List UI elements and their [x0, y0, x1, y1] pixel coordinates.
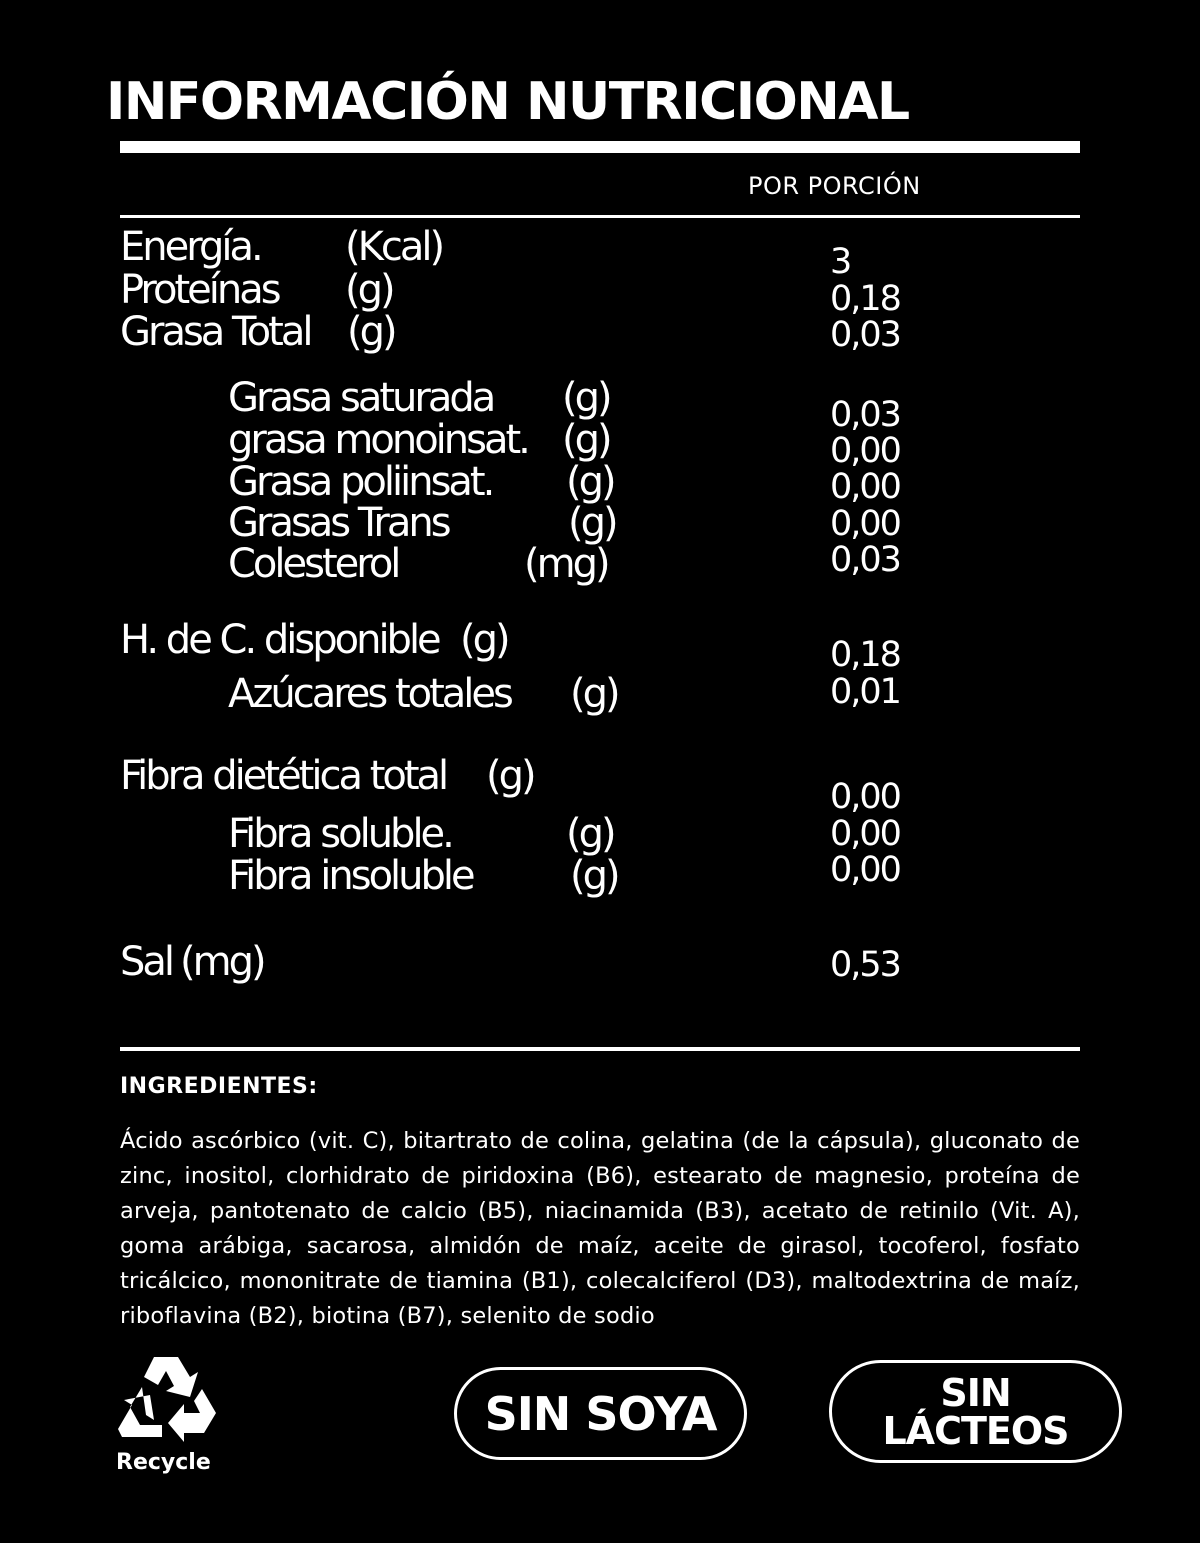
- ingredients-divider: [120, 1047, 1080, 1051]
- nutrient-name-grasa-total: Grasa Total: [120, 309, 311, 355]
- sin-lacteos-badge: [829, 1360, 1122, 1463]
- nutrient-value-energia: 3: [830, 242, 851, 282]
- recycle-icon: [116, 1353, 220, 1445]
- nutrient-unit-fibra-total: (g): [486, 753, 534, 799]
- nutrient-name-grasas-trans: Grasas Trans: [228, 500, 449, 546]
- per-serving-header: POR PORCIÓN: [748, 172, 921, 200]
- nutrient-value-grasas-trans: 0,00: [830, 504, 900, 544]
- nutrient-value-fibra-total: 0,00: [830, 777, 900, 817]
- ingredients-text: Ácido ascórbico (vit. C), bitartrato de colina, gelatina (de la cápsula), gluconato de zinc, inositol, clorhidrato de piridoxina (B6), estearato de magnesio, proteína de arveja, pantotenato de calcio (B5), niacinamida (B3), acetato de retinilo (Vit. A), goma arábiga, sacarosa, almidón de maíz, aceite de girasol, tocoferol, fosfato tricálcico, mononitrate de tiamina (B1), colecalciferol (D3), maltodextrina de maíz, riboflavina (B2), biotina (B7), selenito de sodio: [120, 1128, 1080, 1329]
- nutrient-value-hdc: 0,18: [830, 635, 900, 675]
- nutrient-unit-grasa-mono: (g): [562, 417, 610, 463]
- sin-soya-badge: [454, 1367, 747, 1460]
- nutrient-name-azucares: Azúcares totales: [228, 671, 511, 717]
- nutrient-name-grasa-saturada: Grasa saturada: [228, 375, 494, 421]
- nutrient-value-fibra-soluble: 0,00: [830, 814, 900, 854]
- title-divider: [120, 141, 1080, 153]
- nutrient-unit-proteinas: (g): [345, 267, 393, 313]
- nutrient-value-sal: 0,53: [830, 945, 900, 985]
- sin-lacteos-line2: LÁCTEOS: [882, 1408, 1069, 1453]
- nutrient-unit-colesterol: (mg): [524, 541, 608, 587]
- nutrient-value-azucares: 0,01: [830, 672, 900, 712]
- nutrient-name-energia: Energía.: [120, 224, 261, 270]
- nutrient-unit-sal: (mg): [180, 939, 264, 985]
- nutrient-value-grasa-saturada: 0,03: [830, 395, 900, 435]
- nutrient-value-grasa-mono: 0,00: [830, 431, 900, 471]
- sin-lacteos-line1: SIN: [940, 1370, 1011, 1415]
- recycle-label: Recycle: [116, 1450, 211, 1475]
- nutrient-value-grasa-total: 0,03: [830, 315, 900, 355]
- nutrient-name-fibra-soluble: Fibra soluble.: [228, 811, 452, 857]
- nutrient-unit-energia: (Kcal): [345, 224, 443, 270]
- nutrient-unit-hdc: (g): [460, 617, 508, 663]
- nutrient-name-proteinas: Proteínas: [120, 267, 279, 313]
- nutrient-value-fibra-insoluble: 0,00: [830, 850, 900, 890]
- nutrient-name-colesterol: Colesterol: [228, 541, 399, 587]
- nutrient-name-grasa-mono: grasa monoinsat.: [228, 417, 528, 463]
- ingredients-heading: INGREDIENTES:: [120, 1074, 318, 1099]
- nutrient-unit-grasa-poli: (g): [566, 459, 614, 505]
- sin-soya-label: SIN SOYA: [484, 1386, 717, 1441]
- nutrient-unit-grasa-saturada: (g): [562, 375, 610, 421]
- nutrient-value-colesterol: 0,03: [830, 540, 900, 580]
- nutrient-unit-fibra-insoluble: (g): [570, 853, 618, 899]
- nutrient-unit-grasas-trans: (g): [568, 500, 616, 546]
- nutrient-name-hdc: H. de C. disponible: [120, 617, 439, 663]
- nutrient-name-fibra-insoluble: Fibra insoluble: [228, 853, 473, 899]
- page-title: INFORMACIÓN NUTRICIONAL: [106, 72, 909, 132]
- nutrient-name-grasa-poli: Grasa poliinsat.: [228, 459, 493, 505]
- header-divider: [120, 215, 1080, 218]
- nutrient-unit-fibra-soluble: (g): [566, 811, 614, 857]
- nutrient-name-sal: Sal: [120, 939, 173, 985]
- nutrient-value-proteinas: 0,18: [830, 279, 900, 319]
- nutrient-unit-grasa-total: (g): [347, 309, 395, 355]
- nutrient-unit-azucares: (g): [570, 671, 618, 717]
- nutrient-name-fibra-total: Fibra dietética total: [120, 753, 447, 799]
- nutrient-value-grasa-poli: 0,00: [830, 467, 900, 507]
